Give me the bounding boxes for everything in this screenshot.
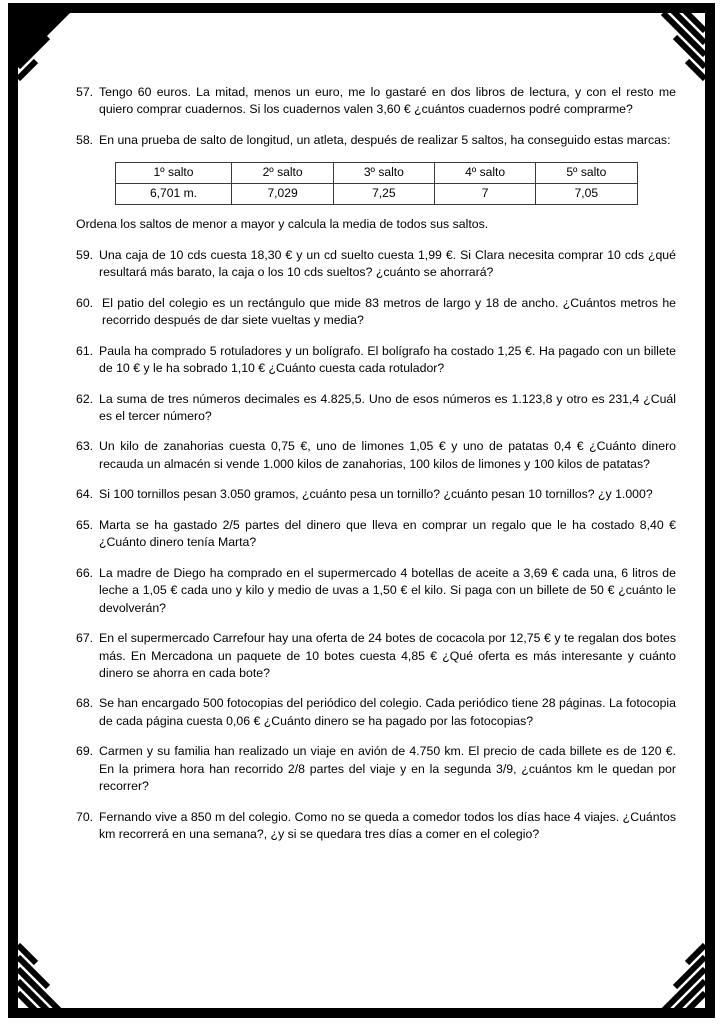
- problem-item-68: [76, 695, 676, 730]
- problem-text: Marta se ha gastado 2/5 partes del dinero que lleva en comprar un regalo que le ha costado 8,40 € ¿Cuánto dinero tenía Marta?: [99, 517, 676, 550]
- problem-item-62: [76, 391, 676, 426]
- problem-number: 69.: [76, 744, 94, 759]
- table-header-cell: 1º salto: [115, 163, 232, 184]
- problem-item-66: [76, 565, 676, 617]
- problem-number: 67.: [76, 631, 94, 646]
- table-header-cell: 3º salto: [333, 163, 434, 184]
- problem-number: 57.: [76, 85, 94, 99]
- problem-text: Paula ha comprado 5 rotuladores y un bolígrafo. El bolígrafo ha costado 1,25 €. Ha pagado con un billete de 10 € y le ha sobrado 1,10 € ¿Cuánto cuesta cada rotulador?: [99, 343, 676, 376]
- jump-table-wrapper: [76, 162, 676, 205]
- problem-item-60: [76, 295, 676, 330]
- problem-text: Carmen y su familia han realizado un viaje en avión de 4.750 km. El precio de cada billete es de 120 €. En la primera hora han recorrido 2/8 partes del viaje y en la segunda 3/9, ¿cuántos km le quedan por recorrer?: [99, 744, 676, 794]
- problem-item-63: [76, 438, 676, 473]
- problem-number: 68.: [76, 696, 94, 711]
- problem-text: Se han encargado 500 fotocopias del periódico del colegio. Cada periódico tiene 28 páginas. La fotocopia de cada página cuesta 0,06 € ¿Cuánto dinero se ha pagado por las fotocopias?: [99, 696, 676, 728]
- problem-number: 64.: [76, 487, 94, 502]
- problem-text: En el supermercado Carrefour hay una oferta de 24 botes de cocacola por 12,75 € y te regalan dos botes más. En Mercadona un paquete de 10 botes cuesta 4,85 € ¿Qué oferta es más interesante y cuánto dinero se ahorra en cada bote?: [99, 631, 676, 680]
- problem-number: 60.: [76, 295, 94, 310]
- corner-ornament-bottom-left: [18, 939, 90, 1011]
- problem-text: Tengo 60 euros. La mitad, menos un euro, me lo gastaré en dos libros de lectura, y con el resto me quiero comprar cuadernos. Si los cuadernos valen 3,60 € ¿cuántos cuadernos podré comprarme?: [99, 85, 676, 117]
- problem-item-64: [76, 486, 676, 503]
- problem-text: El patio del colegio es un rectángulo que mide 83 metros de largo y 18 de ancho. ¿Cuántos metros he recorrido después de dar siete vueltas y media?: [102, 295, 676, 328]
- table-row-headers: [115, 163, 637, 184]
- table-value-cell: 7,029: [232, 184, 333, 205]
- problem-number: 61.: [76, 343, 94, 358]
- problem-item-58: [76, 132, 676, 149]
- problem-item-61: [76, 343, 676, 378]
- problem-number: 62.: [76, 391, 94, 406]
- table-value-cell: 7,05: [536, 184, 637, 205]
- problem-number: 59.: [76, 247, 94, 262]
- jump-results-table: [115, 162, 638, 205]
- problem-number: 63.: [76, 439, 94, 454]
- table-value-cell: 7,25: [333, 184, 434, 205]
- problem-number: 65.: [76, 517, 94, 532]
- problem-item-65: [76, 517, 676, 552]
- problem-text: Un kilo de zanahorias cuesta 0,75 €, uno de limones 1,05 € y uno de patatas 0,4 € ¿Cuánto dinero recauda un almacén si vende 1.000 kilos de zanahorias, 100 kilos de limones y 100 kilos de patatas?: [99, 439, 676, 471]
- problem-text: Una caja de 10 cds cuesta 18,30 € y un cd suelto cuesta 1,99 €. Si Clara necesita comprar 10 cds ¿qué resultará más barato, la caja o los 10 cds sueltos? ¿cuánto se ahorrará?: [99, 247, 676, 280]
- problem-item-57: [76, 84, 676, 119]
- corner-ornament-top-right: [633, 13, 705, 85]
- problem-item-59: [76, 247, 676, 282]
- table-value-cell: 7: [434, 184, 535, 205]
- problem-text: Fernando vive a 850 m del colegio. Como no se queda a comedor todos los días hace 4 viajes. ¿Cuántos km recorrerá en una semana?, ¿y si se quedara tres días a comer en el colegio?: [99, 809, 676, 842]
- problem-item-67: [76, 630, 676, 682]
- worksheet-content: [76, 84, 676, 857]
- table-header-cell: 2º salto: [232, 163, 333, 184]
- problem-text: En una prueba de salto de longitud, un atleta, después de realizar 5 saltos, ha conseguido estas marcas:: [99, 132, 671, 147]
- table-header-cell: 4º salto: [434, 163, 535, 184]
- instruction-after-table: Ordena los saltos de menor a mayor y calcula la media de todos sus saltos.: [76, 217, 489, 232]
- problem-item-69: [76, 743, 676, 795]
- problem-text: La suma de tres números decimales es 4.825,5. Uno de esos números es 1.123,8 y otro es 231,4 ¿Cuál es el tercer número?: [99, 391, 676, 423]
- problem-number: 66.: [76, 565, 94, 580]
- table-header-cell: 5º salto: [536, 163, 637, 184]
- problem-text: Si 100 tornillos pesan 3.050 gramos, ¿cuánto pesa un tornillo? ¿cuánto pesan 10 tornillos? ¿y 1.000?: [99, 487, 653, 502]
- corner-ornament-top-left: [18, 13, 90, 85]
- problem-number: 58.: [76, 132, 94, 147]
- problem-number: 70.: [76, 809, 94, 824]
- corner-ornament-bottom-right: [633, 939, 705, 1011]
- problem-item-70: [76, 809, 676, 844]
- problem-text: La madre de Diego ha comprado en el supermercado 4 botellas de aceite a 3,69 € cada una, 6 litros de leche a 1,05 € cada uno y kilo y medio de uvas a 1,50 € el kilo. Si paga con un billete de 50 € ¿cuánto le devolverán?: [99, 565, 676, 615]
- table-value-cell: 6,701 m.: [115, 184, 232, 205]
- table-row-values: [115, 184, 637, 205]
